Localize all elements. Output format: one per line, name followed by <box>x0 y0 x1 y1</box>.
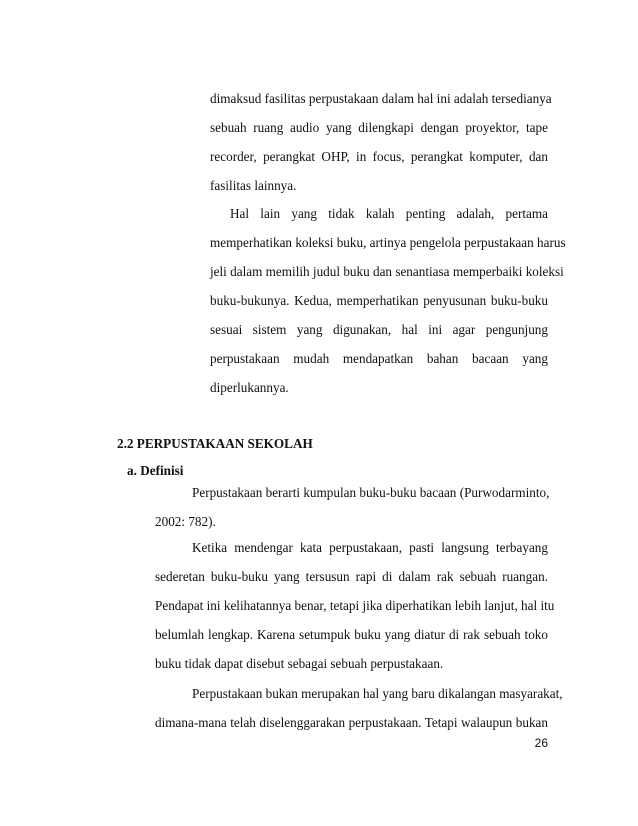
paragraph-library-society <box>155 679 563 737</box>
text-line: recorder, perangkat OHP, in focus, perangkat komputer, dan <box>210 149 548 164</box>
text-line: buku-bukunya. Kedua, memperhatikan penyusunan buku-buku <box>210 293 548 308</box>
text-line: Perpustakaan berarti kumpulan buku-buku bacaan (Purwodarminto, <box>192 485 550 500</box>
text-line: sederetan buku-buku yang tersusun rapi di dalam rak sebuah ruangan. <box>155 569 548 584</box>
paragraph-facilities <box>210 84 552 200</box>
paragraph-library-description <box>155 533 555 678</box>
paragraph-definition <box>155 478 548 536</box>
text-line: Hal lain yang tidak kalah penting adalah, pertama <box>230 206 548 221</box>
text-line: jeli dalam memilih judul buku dan senantiasa memperbaiki koleksi <box>210 264 564 279</box>
text-line: Ketika mendengar kata perpustakaan, pasti langsung terbayang <box>192 540 548 555</box>
text-line: 2002: 782). <box>155 514 216 529</box>
text-line: sesuai sistem yang digunakan, hal ini agar pengunjung <box>210 322 548 337</box>
text-line: dimaksud fasilitas perpustakaan dalam hal ini adalah tersedianya <box>210 91 552 106</box>
text-line: Perpustakaan bukan merupakan hal yang baru dikalangan masyarakat, <box>192 686 563 701</box>
text-line: memperhatikan koleksi buku, artinya pengelola perpustakaan harus <box>210 235 566 250</box>
text-line: diperlukannya. <box>210 380 289 395</box>
text-line: fasilitas lainnya. <box>210 178 297 193</box>
subsection-heading: a. Definisi <box>127 463 184 478</box>
text-line: perpustakaan mudah mendapatkan bahan bacaan yang <box>210 351 548 366</box>
text-line: belumlah lengkap. Karena setumpuk buku yang diatur di rak sebuah toko <box>155 627 548 642</box>
text-line: Pendapat ini kelihatannya benar, tetapi jika diperhatikan lebih lanjut, hal itu <box>155 598 555 613</box>
text-line: sebuah ruang audio yang dilengkapi dengan proyektor, tape <box>210 120 548 135</box>
section-heading: 2.2 PERPUSTAKAAN SEKOLAH <box>117 436 313 451</box>
paragraph-collection <box>210 199 566 402</box>
text-line: dimana-mana telah diselenggarakan perpustakaan. Tetapi walaupun bukan <box>155 715 548 730</box>
page-number: 26 <box>534 736 548 750</box>
text-line: buku tidak dapat disebut sebagai sebuah perpustakaan. <box>155 656 444 671</box>
